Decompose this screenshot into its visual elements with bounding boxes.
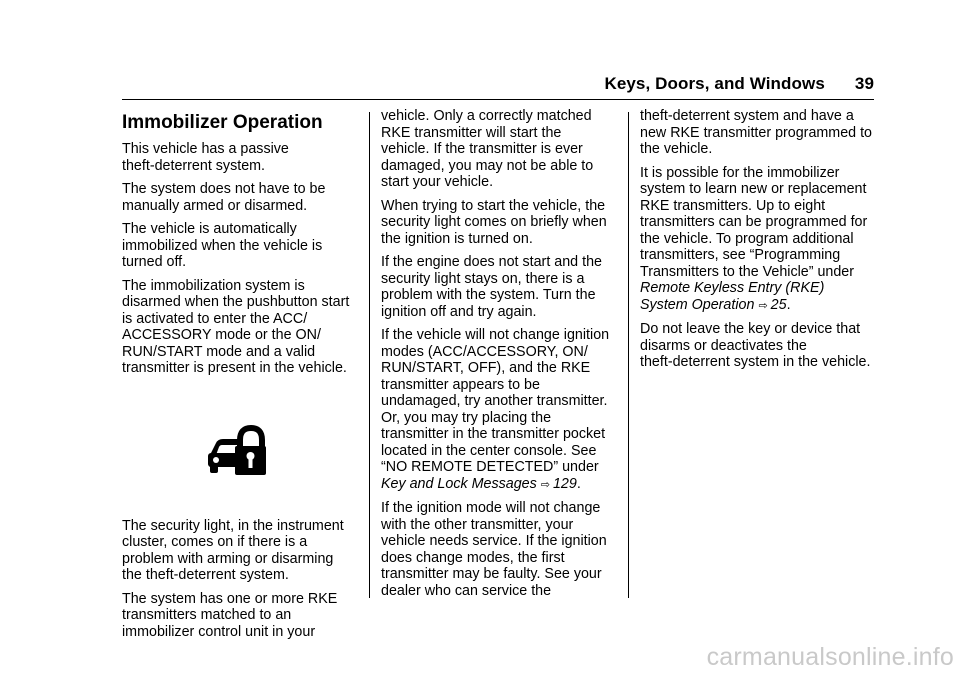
page-number: 39 xyxy=(854,74,874,93)
xref-arrow-icon: ⇨ xyxy=(758,299,768,312)
text-line: The immobilization system is xyxy=(122,277,305,294)
text-line: the vehicle. To program additional xyxy=(640,230,854,247)
security-light-icon xyxy=(206,425,266,477)
text-line: The security light, in the instrument xyxy=(122,517,344,534)
col3-paragraph-2-lines xyxy=(640,165,876,281)
text-line: transmitter in the transmitter pocket xyxy=(381,426,606,442)
text-line: cluster, comes on if there is a xyxy=(122,534,308,550)
text-line: undamaged, try another transmitter. xyxy=(381,393,608,409)
col2-paragraph-4-lines xyxy=(381,327,617,476)
col2-paragraph-3 xyxy=(381,254,617,320)
text-line: the ignition is turned on. xyxy=(381,230,533,247)
col1-paragraph-4 xyxy=(122,278,358,377)
xref-trail: . xyxy=(576,475,581,492)
header-title: Keys, Doors, and Windows xyxy=(604,74,825,93)
text-line: problem with arming or disarming xyxy=(122,550,334,567)
text-line: Or, you may try placing the xyxy=(381,409,552,426)
text-line: vehicle. If the transmitter is ever xyxy=(381,141,583,157)
col3-paragraph-1 xyxy=(640,108,876,158)
col1-paragraph-5 xyxy=(122,518,358,584)
text-line: If the vehicle will not change ignition xyxy=(381,327,610,343)
column-divider-1 xyxy=(369,112,370,598)
col2-paragraph-5 xyxy=(381,500,617,599)
text-line: RUN/START, OFF), and the RKE xyxy=(381,360,591,376)
xref-key-lock-messages[interactable] xyxy=(381,476,577,492)
text-line: damaged, you may not be able to xyxy=(381,157,594,174)
text-line: vehicle needs service. If the ignition xyxy=(381,533,607,549)
text-line: RKE transmitter will start the xyxy=(381,124,562,141)
text-line: start your vehicle. xyxy=(381,174,494,190)
text-line: If the engine does not start and the xyxy=(381,254,602,270)
section-title: Immobilizer Operation xyxy=(122,112,323,133)
text-line: When trying to start the vehicle, the xyxy=(381,197,606,214)
col2-paragraph-2 xyxy=(381,198,617,248)
text-line: dealer who can service the xyxy=(381,582,552,599)
text-line: theft-deterrent system in the vehicle. xyxy=(640,354,871,370)
text-line: This vehicle has a passive xyxy=(122,141,289,157)
col1-paragraph-3 xyxy=(122,221,358,271)
xref-title-line2: System Operation xyxy=(640,296,755,313)
text-line: system to learn new or replacement xyxy=(640,181,867,197)
text-line: ignition off and try again. xyxy=(381,303,537,320)
text-line: RKE transmitters. Up to eight xyxy=(640,197,826,214)
col2-paragraph-1 xyxy=(381,108,617,191)
text-line: Transmitters to the Vehicle” under xyxy=(640,263,855,280)
text-line: Do not leave the key or device that xyxy=(640,321,861,337)
text-line: theft-deterrent system and have a xyxy=(640,108,854,124)
text-line: It is possible for the immobilizer xyxy=(640,164,840,181)
text-line: the theft-deterrent system. xyxy=(122,567,289,583)
text-line: is activated to enter the ACC/ xyxy=(122,310,308,327)
col3-paragraph-3 xyxy=(640,321,876,371)
xref-arrow-icon: ⇨ xyxy=(540,478,550,491)
text-line: RUN/START mode and a valid xyxy=(122,343,316,360)
text-line: security light comes on briefly when xyxy=(381,214,607,230)
text-line: transmitter may be faulty. See your xyxy=(381,566,602,582)
text-line: The system does not have to be xyxy=(122,181,326,197)
xref-page: 25 xyxy=(770,296,787,313)
text-line: transmitter is present in the vehicle. xyxy=(122,360,347,376)
text-line: transmitters matched to an xyxy=(122,607,292,623)
text-line: transmitters, see “Programming xyxy=(640,247,841,263)
xref-trail: . xyxy=(786,296,791,313)
col1-paragraph-6 xyxy=(122,591,358,641)
column-divider-2 xyxy=(628,112,629,598)
text-line: modes (ACC/ACCESSORY, ON/ xyxy=(381,343,588,360)
text-line: located in the center console. See xyxy=(381,442,597,459)
watermark: carmanualsonline.info xyxy=(706,643,954,671)
page-header xyxy=(604,74,874,94)
text-line: The system has one or more RKE xyxy=(122,590,338,607)
xref-rke-system-operation[interactable] xyxy=(640,280,876,313)
column-1 xyxy=(122,108,358,640)
text-line: disarms or deactivates the xyxy=(640,337,807,354)
text-line: new RKE transmitter programmed to xyxy=(640,124,873,141)
xref-page: 129 xyxy=(552,475,577,492)
xref-title: Key and Lock Messages xyxy=(381,475,537,492)
col3-paragraph-2 xyxy=(640,165,876,315)
text-line: ACCESSORY mode or the ON/ xyxy=(122,327,321,343)
text-line: immobilizer control unit in your xyxy=(122,623,316,640)
text-line: does change modes, the first xyxy=(381,549,565,566)
text-line: manually armed or disarmed. xyxy=(122,197,308,214)
text-line: problem with the system. Turn the xyxy=(381,287,596,303)
text-line: security light stays on, there is a xyxy=(381,270,585,287)
header-rule xyxy=(122,99,874,100)
text-line: turned off. xyxy=(122,254,187,270)
text-line: The vehicle is automatically xyxy=(122,221,297,237)
text-line: transmitter appears to be xyxy=(381,376,540,393)
text-line: immobilized when the vehicle is xyxy=(122,237,323,254)
column-3 xyxy=(640,108,876,371)
xref-title-line1: Remote Keyless Entry (RKE) xyxy=(640,280,825,296)
column-2 xyxy=(381,108,617,599)
text-line: theft-deterrent system. xyxy=(122,157,266,174)
text-line: If the ignition mode will not change xyxy=(381,500,601,516)
col1-paragraph-2 xyxy=(122,181,358,214)
text-line: transmitters can be programmed for xyxy=(640,214,868,230)
text-line: the vehicle. xyxy=(640,141,713,157)
col2-paragraph-4 xyxy=(381,327,617,493)
text-line: “NO REMOTE DETECTED” under xyxy=(381,459,599,475)
security-light-figure xyxy=(122,384,358,518)
text-line: with the other transmitter, your xyxy=(381,516,574,533)
text-line: disarmed when the pushbutton start xyxy=(122,294,350,310)
text-line: vehicle. Only a correctly matched xyxy=(381,108,592,124)
col1-paragraph-1 xyxy=(122,141,358,174)
